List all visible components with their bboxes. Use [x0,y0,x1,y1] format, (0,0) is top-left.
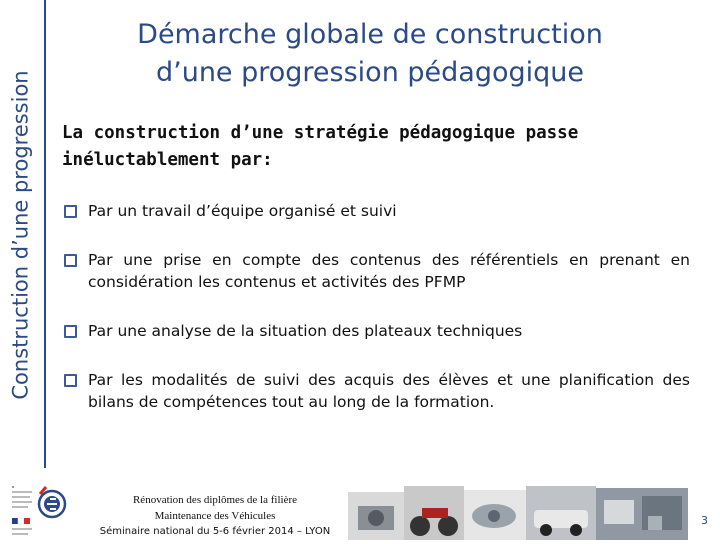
intro-line-1: La construction d’une stratégie pédagogique passe [62,123,579,143]
bullet-text: Par un travail d’équipe organisé et suivi [88,202,397,220]
intro-text [62,120,692,174]
slide-title-line-1: Démarche globale de construction [137,19,603,50]
bullet-text: Par une analyse de la situation des plateaux techniques [88,322,523,340]
bullet-item [62,320,690,342]
slide-title-line-2: d’une progression pédagogique [155,57,584,88]
photo-strip [348,486,688,540]
checkbox-bullet-icon [64,374,77,387]
checkbox-bullet-icon [64,325,77,338]
page-number: 3 [701,514,708,527]
checkbox-bullet-icon [64,254,77,267]
footer-caption [95,492,335,540]
side-title [2,0,40,470]
engine-part-photo [464,490,526,540]
garage-photo [596,488,688,540]
bullet-item [62,369,690,413]
workshop-photo [348,492,404,540]
intro-line-2: inéluctablement par: [62,150,273,170]
republique-francaise-logo [12,486,32,535]
motorcycle-photo [404,486,464,540]
side-divider [44,0,46,468]
bullet-text: Par les modalités de suivi des acquis des élèves et une planification des bilans de compétences tout au long de la formation. [88,371,690,411]
bullet-list [62,200,690,413]
checkbox-bullet-icon [64,205,77,218]
bullet-item [62,249,690,293]
car-photo [526,486,596,540]
bullet-item [62,200,690,222]
ministry-logos [6,482,86,540]
education-nationale-logo [39,487,65,517]
slide-title [70,16,670,92]
footer-line-2: Maintenance des Véhicules [154,510,276,522]
footer-line-3: Séminaire national du 5-6 février 2014 – LYON [99,526,331,537]
side-title-text: Construction d’une progression [9,70,34,400]
footer-line-1: Rénovation des diplômes de la filière [132,494,298,506]
bullet-text: Par une prise en compte des contenus des référentiels en prenant en considération les contenus et activités des PFMP [88,251,690,291]
